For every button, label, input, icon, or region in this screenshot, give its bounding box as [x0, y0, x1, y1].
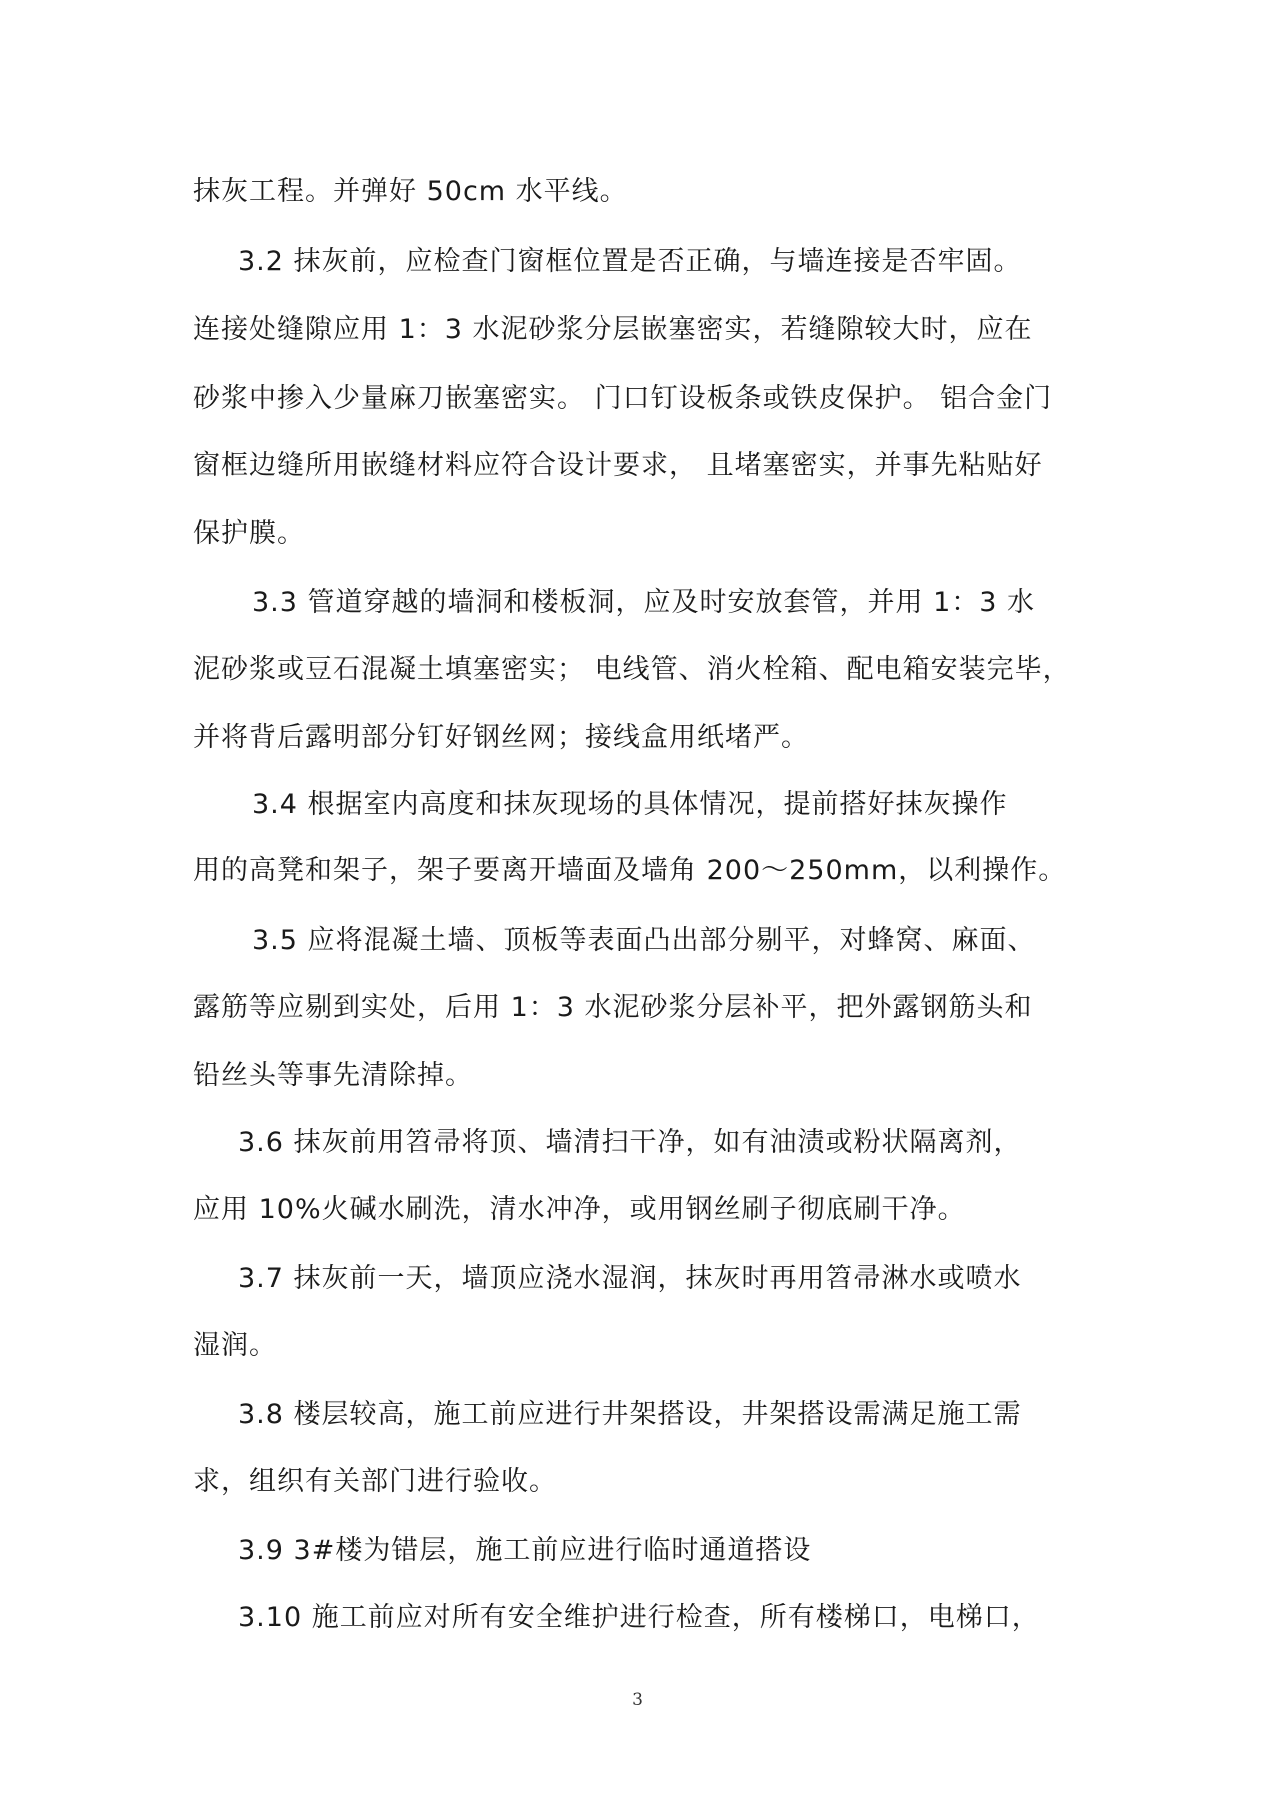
body-text-line: 3.7 抹灰前一天，墙顶应浇水湿润，抹灰时再用笤帚淋水或喷水 [238, 1263, 1022, 1294]
body-text-line: 3.8 楼层较高，施工前应进行井架搭设，井架搭设需满足施工需 [238, 1399, 1022, 1430]
body-text-line: 3.5 应将混凝土墙、顶板等表面凸出部分剔平，对蜂窝、麻面、 [252, 925, 1036, 956]
body-text-line: 用的高凳和架子，架子要离开墙面及墙角 200～250mm，以利操作。 [193, 855, 1067, 886]
body-text-line: 求，组织有关部门进行验收。 [193, 1466, 557, 1497]
body-text-line: 保护膜。 [193, 518, 305, 549]
body-text-line: 铅丝头等事先清除掉。 [193, 1060, 473, 1091]
body-text-line: 窗框边缝所用嵌缝材料应符合设计要求， 且堵塞密实，并事先粘贴好 [193, 450, 1043, 481]
body-text-line: 3.6 抹灰前用笤帚将顶、墙清扫干净，如有油渍或粉状隔离剂， [238, 1127, 1022, 1158]
body-text-line: 3.4 根据室内高度和抹灰现场的具体情况，提前搭好抹灰操作 [252, 789, 1008, 820]
body-text-line: 应用 10%火碱水刷洗，清水冲净，或用钢丝刷子彻底刷干净。 [193, 1194, 966, 1225]
body-text-line: 3.3 管道穿越的墙洞和楼板洞，应及时安放套管，并用 1：3 水 [252, 587, 1036, 618]
body-text-line: 连接处缝隙应用 1：3 水泥砂浆分层嵌塞密实，若缝隙较大时，应在 [193, 314, 1033, 345]
body-text-line: 露筋等应剔到实处，后用 1：3 水泥砂浆分层补平，把外露钢筋头和 [193, 992, 1033, 1023]
body-text-line: 3.10 施工前应对所有安全维护进行检查，所有楼梯口，电梯口， [238, 1602, 1040, 1633]
page-number: 3 [632, 1690, 643, 1710]
body-text-line: 砂浆中掺入少量麻刀嵌塞密实。 门口钉设板条或铁皮保护。 铝合金门 [193, 383, 1053, 414]
body-text-line: 并将背后露明部分钉好钢丝网；接线盒用纸堵严。 [193, 722, 809, 753]
body-text-line: 3.9 3#楼为错层，施工前应进行临时通道搭设 [238, 1535, 812, 1566]
body-text-line: 抹灰工程。并弹好 50cm 水平线。 [193, 176, 628, 207]
body-text-line: 3.2 抹灰前，应检查门窗框位置是否正确，与墙连接是否牢固。 [238, 246, 1022, 277]
body-text-line: 泥砂浆或豆石混凝土填塞密实； 电线管、消火栓箱、配电箱安装完毕， [193, 654, 1071, 685]
body-text-line: 湿润。 [193, 1330, 277, 1361]
